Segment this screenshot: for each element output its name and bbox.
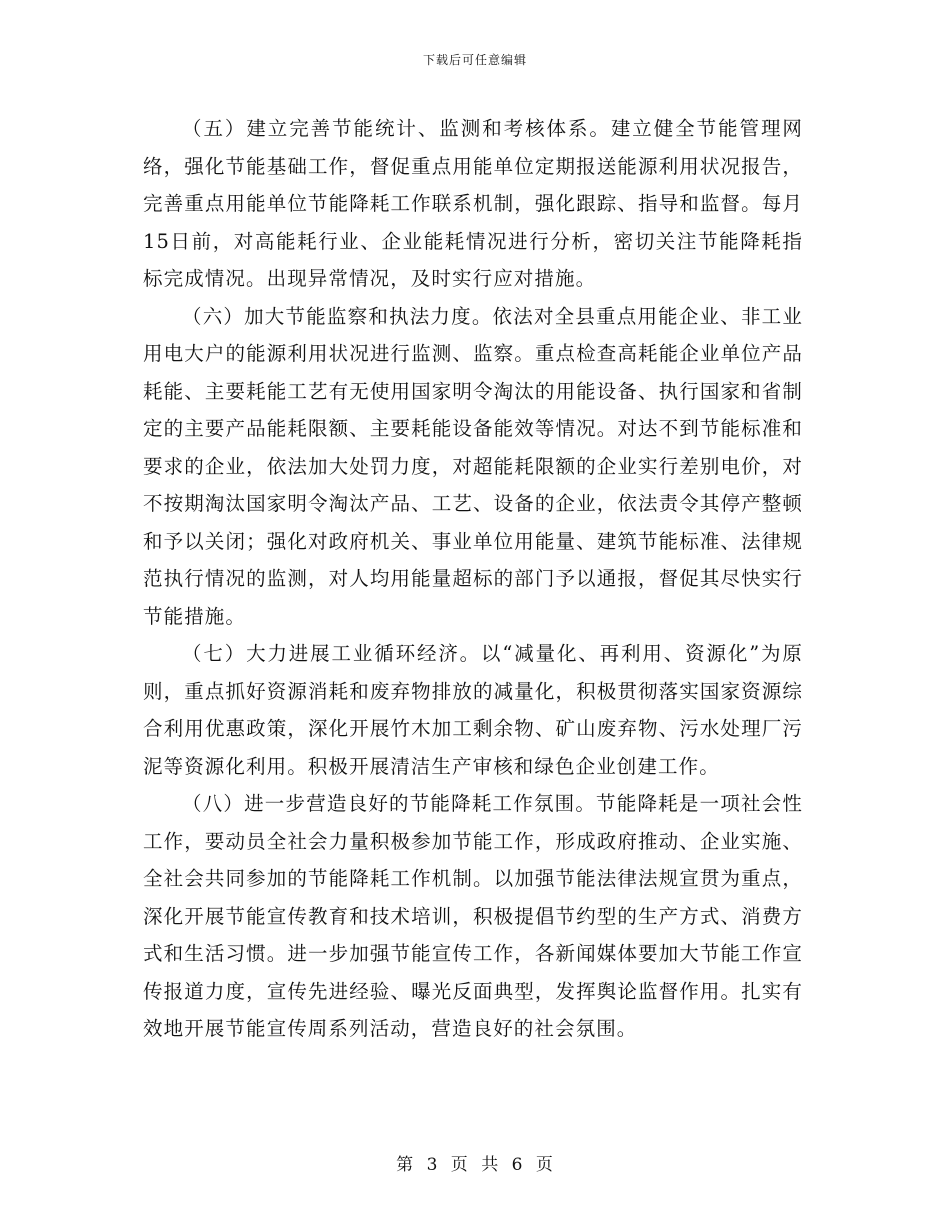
header-note: 下载后可任意编辑 xyxy=(422,53,527,67)
document-body xyxy=(143,110,803,1048)
page-header xyxy=(0,52,950,68)
page-number: 第 3 页 共 6 页 xyxy=(396,1155,554,1175)
paragraph-5: （五）建立完善节能统计、监测和考核体系。建立健全节能管理网络，强化节能基础工作，督促重点用能单位定期报送能源利用状况报告，完善重点用能单位节能降耗工作联系机制，强化跟踪、指导和监督。每月15日前，对高能耗行业、企业能耗情况进行分析，密切关注节能降耗指标完成情况。出现异常情况，及时实行应对措施。 xyxy=(143,117,803,290)
page-footer xyxy=(0,1154,950,1176)
paragraph-6: （六）加大节能监察和执法力度。依法对全县重点用能企业、非工业用电大户的能源利用状况进行监测、监察。重点检查高耗能企业单位产品耗能、主要耗能工艺有无使用国家明令淘汰的用能设备、执行国家和省制定的主要产品能耗限额、主要耗能设备能效等情况。对达不到节能标准和要求的企业，依法加大处罚力度，对超能耗限额的企业实行差别电价，对不按期淘汰国家明令淘汰产品、工艺、设备的企业，依法责令其停产整顿和予以关闭；强化对政府机关、事业单位用能量、建筑节能标准、法律规范执行情况的监测，对人均用能量超标的部门予以通报，督促其尽快实行节能措施。 xyxy=(143,304,803,628)
paragraph-7: （七）大力进展工业循环经济。以“减量化、再利用、资源化”为原则，重点抓好资源消耗和废弃物排放的减量化，积极贯彻落实国家资源综合利用优惠政策，深化开展竹木加工剩余物、矿山废弃物、污水处理厂污泥等资源化利用。积极开展清洁生产审核和绿色企业创建工作。 xyxy=(143,642,803,778)
paragraph-8: （八）进一步营造良好的节能降耗工作氛围。节能降耗是一项社会性工作，要动员全社会力量积极参加节能工作，形成政府推动、企业实施、全社会共同参加的节能降耗工作机制。以加强节能法律法规宣贯为重点，深化开展节能宣传教育和技术培训，积极提倡节约型的生产方式、消费方式和生活习惯。进一步加强节能宣传工作，各新闻媒体要加大节能工作宣传报道力度，宣传先进经验、曝光反面典型，发挥舆论监督作用。扎实有效地开展节能宣传周系列活动，营造良好的社会氛围。 xyxy=(143,792,803,1040)
